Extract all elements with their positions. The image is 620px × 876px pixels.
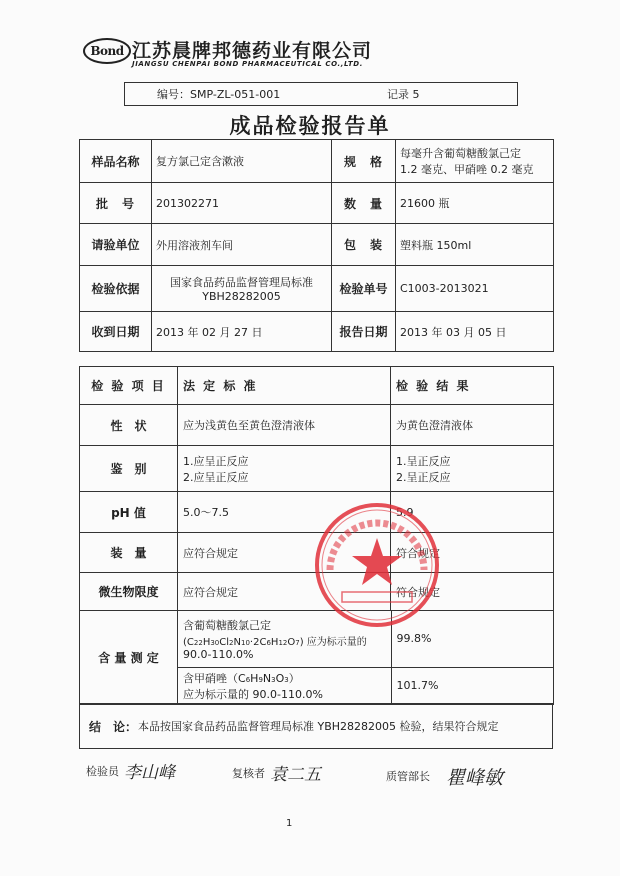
received-date-label: 收到日期 bbox=[80, 312, 152, 352]
test-item: 装 量 bbox=[80, 533, 178, 573]
formula-subscript: 6 bbox=[266, 638, 271, 647]
document-code: 编号：SMP-ZL-051-001 bbox=[157, 88, 281, 101]
seal-star-icon bbox=[352, 538, 402, 585]
info-row-batch bbox=[80, 183, 554, 224]
package-label: 包 装 bbox=[332, 224, 396, 266]
inspector-signature: 李山峰 bbox=[124, 763, 175, 783]
formula-part: O bbox=[287, 636, 296, 648]
formula-part: Cl bbox=[219, 636, 230, 648]
info-row-name bbox=[80, 140, 554, 183]
product-name-label: 样品名称 bbox=[80, 140, 152, 183]
info-row-dept bbox=[80, 224, 554, 266]
basis-label: 检验依据 bbox=[80, 266, 152, 312]
info-row-basis bbox=[80, 266, 554, 312]
test-result: 符合规定 bbox=[391, 533, 554, 573]
formula-part: N bbox=[233, 636, 241, 648]
report-no-value: C1003-2013021 bbox=[396, 266, 554, 312]
formula-subscript: 3 bbox=[271, 675, 276, 684]
test-result-line: 1.呈正反应 bbox=[396, 454, 451, 468]
page-number: 1 bbox=[286, 818, 293, 829]
assay-chlorhexidine-line-3: 90.0-110.0% bbox=[183, 647, 254, 661]
reviewer-label: 复核者 bbox=[232, 767, 265, 780]
tests-header-row bbox=[80, 367, 554, 405]
assay-metronidazole-line-2: 应为标示量的 90.0-110.0% bbox=[183, 687, 323, 701]
formula-subscript: 7 bbox=[295, 638, 300, 647]
quantity-value: 21600 瓶 bbox=[396, 183, 554, 224]
formula-subscript: 22 bbox=[193, 638, 203, 647]
quantity-label: 数 量 bbox=[332, 183, 396, 224]
test-standard-line: 1.应呈正反应 bbox=[183, 454, 249, 468]
product-name-value: 复方氯己定含漱液 bbox=[152, 140, 332, 183]
test-standard: 应符合规定 bbox=[178, 533, 391, 573]
batch-label: 批 号 bbox=[80, 183, 152, 224]
formula-subscript: 6 bbox=[245, 675, 251, 684]
formula-part: H bbox=[250, 671, 259, 685]
reviewer-signature: 袁二五 bbox=[270, 765, 321, 785]
test-result-line: 2.呈正反应 bbox=[396, 470, 451, 484]
formula-part: ） bbox=[288, 671, 300, 685]
test-item: pH 值 bbox=[80, 492, 178, 533]
test-result: 符合规定 bbox=[391, 573, 554, 611]
formula-part: O bbox=[275, 671, 285, 685]
document-code-box bbox=[124, 82, 518, 106]
col-header-standard: 法 定 标 准 bbox=[178, 367, 391, 405]
assay-chlorhexidine-line-1: 含葡萄糖酸氯己定 bbox=[183, 618, 271, 632]
formula-part: 含甲硝唑（C bbox=[183, 671, 246, 685]
report-date-value: 2013 年 03 月 05 日 bbox=[396, 312, 554, 352]
batch-value: 201302271 bbox=[152, 183, 332, 224]
test-standard: 5.0～7.5 bbox=[178, 492, 391, 533]
formula-subscript: 30 bbox=[210, 638, 220, 647]
assay-chlorhexidine-line-2 bbox=[183, 633, 386, 648]
formula-part: H bbox=[270, 636, 279, 648]
conclusion-box bbox=[79, 703, 553, 749]
company-logo: Bond bbox=[83, 38, 131, 64]
assay-metronidazole-row bbox=[178, 667, 554, 704]
inspector-label: 检验员 bbox=[86, 765, 119, 778]
dept-value: 外用溶液剂车间 bbox=[152, 224, 332, 266]
spec-line-2: 1.2 毫克、甲硝唑 0.2 毫克 bbox=[400, 163, 534, 176]
basis-line-2: YBH28282005 bbox=[202, 290, 281, 303]
formula-subscript: 3 bbox=[284, 675, 289, 684]
formula-subscript: 10 bbox=[240, 638, 250, 647]
report-no-label: 检验单号 bbox=[332, 266, 396, 312]
product-info-table bbox=[79, 139, 554, 352]
test-row bbox=[80, 405, 554, 446]
received-date-value: 2013 年 02 月 27 日 bbox=[152, 312, 332, 352]
basis-value bbox=[152, 266, 332, 312]
company-seal-stamp bbox=[312, 500, 442, 630]
spec-line-1: 每毫升含葡萄糖酸氯己定 bbox=[400, 147, 521, 160]
test-item: 性 状 bbox=[80, 405, 178, 446]
test-standard-line: 2.应呈正反应 bbox=[183, 470, 249, 484]
report-date-label: 报告日期 bbox=[332, 312, 396, 352]
assay-metronidazole-line-1 bbox=[183, 670, 386, 686]
company-name-cn: 江苏晨牌邦德药业有限公司 bbox=[132, 40, 373, 62]
conclusion-label: 结 论： bbox=[89, 720, 138, 734]
qa-manager-label: 质管部长 bbox=[386, 770, 430, 783]
basis-line-1: 国家食品药品监督管理局标准 bbox=[170, 276, 313, 289]
company-name-en: JIANGSU CHENPAI BOND PHARMACEUTICAL CO.,LTD. bbox=[132, 60, 363, 68]
spec-label: 规 格 bbox=[332, 140, 396, 183]
test-item: 鉴 别 bbox=[80, 446, 178, 492]
test-result: 5.9 bbox=[391, 492, 554, 533]
test-result bbox=[391, 446, 554, 492]
report-title: 成品检验报告单 bbox=[229, 114, 391, 138]
formula-part: (C bbox=[183, 636, 194, 648]
assay-chlorhexidine-result: 99.8% bbox=[391, 611, 554, 667]
assay-item: 含 量 测 定 bbox=[80, 611, 178, 705]
test-standard: 应为浅黄色至黄色澄清液体 bbox=[178, 405, 391, 446]
formula-part: N bbox=[262, 671, 272, 685]
test-item: 微生物限度 bbox=[80, 573, 178, 611]
formula-part: ) 应为标示量的 bbox=[299, 636, 367, 648]
formula-subscript: 9 bbox=[258, 675, 263, 684]
col-header-item: 检 验 项 目 bbox=[80, 367, 178, 405]
record-label: 记录 5 bbox=[387, 88, 420, 101]
conclusion-text: 本品按国家食品药品监督管理局标准 YBH28282005 检验，结果符合规定 bbox=[138, 720, 499, 733]
test-standard: 应符合规定 bbox=[178, 573, 391, 611]
test-row bbox=[80, 446, 554, 492]
formula-part: H bbox=[202, 636, 211, 648]
formula-subscript: 2 bbox=[229, 638, 234, 647]
assay-metronidazole-result: 101.7% bbox=[391, 667, 554, 704]
qa-manager-signature: 瞿峰敏 bbox=[446, 767, 504, 789]
package-value: 塑料瓶 150ml bbox=[396, 224, 554, 266]
dept-label: 请验单位 bbox=[80, 224, 152, 266]
spec-value bbox=[396, 140, 554, 183]
info-row-dates bbox=[80, 312, 554, 352]
col-header-result: 检 验 结 果 bbox=[391, 367, 554, 405]
assay-metronidazole-standard bbox=[178, 667, 391, 704]
test-standard bbox=[178, 446, 391, 492]
formula-part: ·2C bbox=[249, 636, 267, 648]
formula-subscript: 12 bbox=[278, 638, 288, 647]
test-result: 为黄色澄清液体 bbox=[391, 405, 554, 446]
